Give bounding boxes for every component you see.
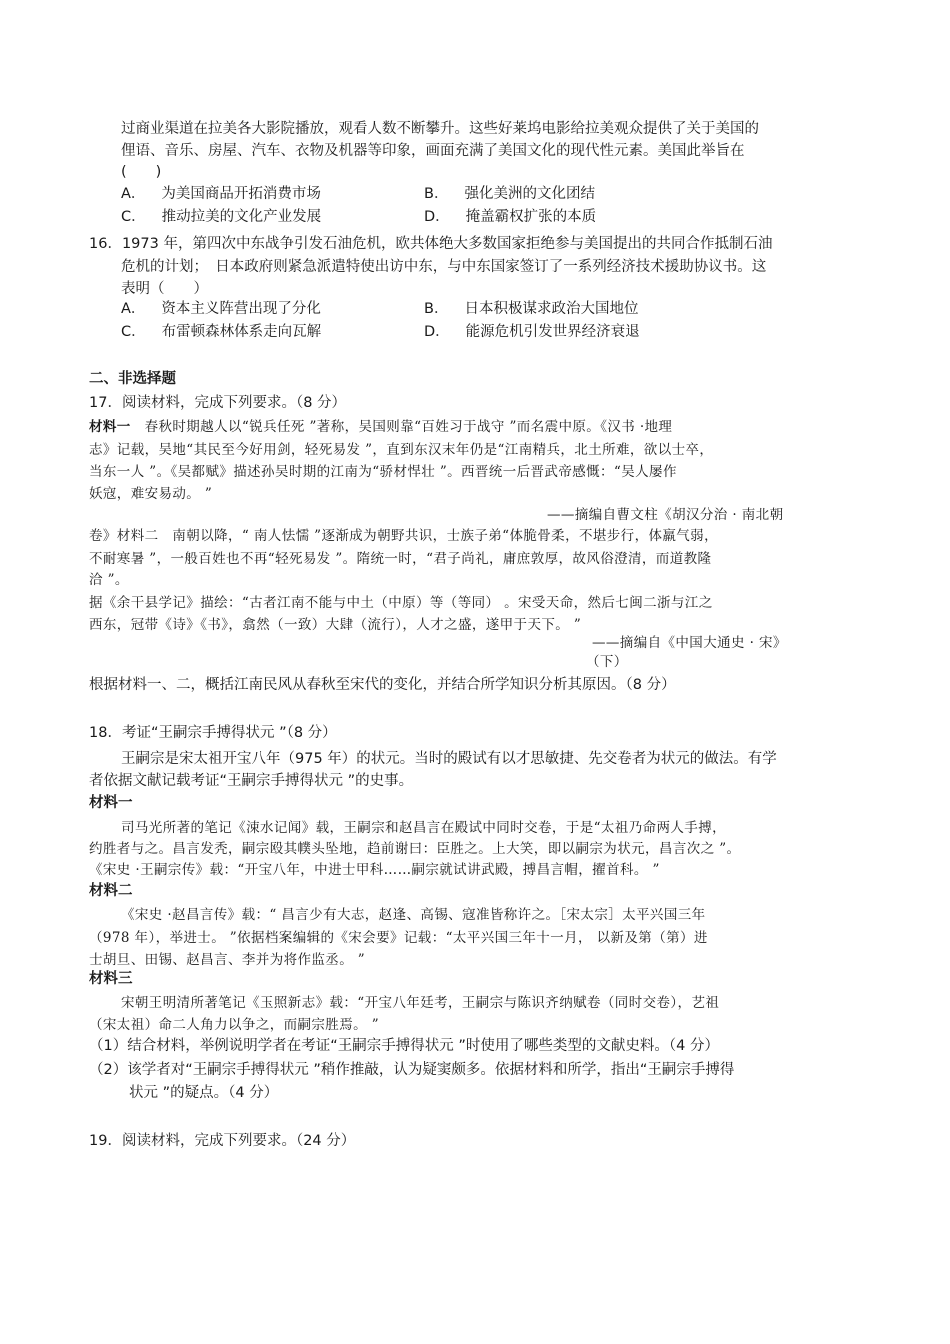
q15-option-d: D． 掩盖霸权扩张的本质 [424,209,597,225]
q17-question: 根据材料一、二，概括江南民风从春秋至宋代的变化，并结合所学知识分析其原因。（8 分） [89,677,676,693]
q18-material-1-label: 材料一 [89,795,133,811]
q16-line-1: 16．1973 年，第四次中东战争引发石油危机，欧共体绝大多数国家拒绝参与美国提出的共同合作抵制石油 [89,236,773,252]
q18-intro-line-1: 王嗣宗是宋太祖开宝八年（975 年）的状元。当时的殿试有以才思敏捷、先交卷者为状元的做法。有学 [121,751,777,767]
q18-subquestion-2-line-1: （2）该学者对“王嗣宗手搏得状元 ”稍作推敲，认为疑窦颇多。依据材料和所学，指出“王嗣宗手搏得 [89,1062,735,1078]
q18-material-1-line-3: 《宋史 ·王嗣宗传》载：“开宝八年，中进士甲科……嗣宗就试讲武殿，搏昌言帽，擢首科。 ” [89,862,660,878]
q17-stem: 17．阅读材料，完成下列要求。（8 分） [89,395,347,411]
section-title: 二、非选择题 [89,371,176,387]
q17-material-1-line-1: 材料一 春秋时期越人以“锐兵任死 ”著称，吴国则靠“百姓习于战守 ”而名震中原。《汉书 ·地理 [89,419,673,435]
q18-subquestion-2-line-2: 状元 ”的疑点。（4 分） [129,1085,279,1101]
q17-material-1-label: 材料一 [89,419,131,435]
q18-material-2-line-3: 士胡旦、田锡、赵昌言、李并为将作监丞。 ” [89,952,366,968]
q16-option-b: B． 日本积极谋求政治大国地位 [424,301,639,317]
q17-material-2-source-cont: （下） [586,654,628,670]
q15-line-1: 过商业渠道在拉美各大影院播放，观看人数不断攀升。这些好莱坞电影给拉美观众提供了关于美国的 [121,121,759,137]
q17-material-1-line-4: 妖寇，难安易动。 ” [89,486,213,502]
q17-material-2-line-2: 不耐寒暑 ”，一般百姓也不再“轻死易发 ”。隋统一时，“君子尚礼，庸庶敦厚，故风俗澄清，而道教隆 [89,551,712,567]
q16-option-d: D． 能源危机引发世界经济衰退 [424,324,640,340]
q15-line-2: 俚语、音乐、房屋、汽车、衣物及机器等印象，画面充满了美国文化的现代性元素。美国此举旨在 [121,143,745,159]
q17-material-2-line-3: 洽 ”。 [89,572,129,588]
q17-material-2-line-4: 据《余干县学记》描绘：“古者江南不能与中土（中原）等（等同） 。宋受天命，然后七闽二浙与江之 [89,595,713,611]
q15-option-a: A． 为美国商品开拓消费市场 [121,186,321,202]
q17-material-2-label: 卷》材料二 [89,528,159,544]
q17-material-2-line-1: 卷》材料二 南朝以降，“ 南人怯懦 ”逐渐成为朝野共识，士族子弟“体脆骨柔，不堪步行，体羸气弱， [89,528,718,544]
q16-option-a: A． 资本主义阵营出现了分化 [121,301,321,317]
q15-bracket: ( ) [121,164,162,180]
q16-line-3: 表明（ ） [121,281,208,297]
q18-material-3-line-1: 宋朝王明清所著笔记《玉照新志》载：“开宝八年廷考，王嗣宗与陈识齐纳赋卷（同时交卷），艺祖 [121,995,720,1011]
q16-line-2: 危机的计划； 日本政府则紧急派遣特使出访中东，与中东国家签订了一系列经济技术援助协议书。这 [121,259,767,275]
q18-intro-line-2: 者依据文献记载考证“王嗣宗手搏得状元 ”的史事。 [89,773,414,789]
q17-material-1-line-2: 志》记载，吴地“其民至今好用剑，轻死易发 ”，直到东汉末年仍是“江南精兵，北土所难，欲以士卒， [89,442,714,458]
q18-material-3-line-2: （宋太祖）命二人角力以争之，而嗣宗胜焉。 ” [89,1017,379,1033]
q17-material-2-source: ——摘编自《中国大通史 · 宋》 [592,635,787,651]
q18-material-2-line-2: （978 年），举进士。 ”依据档案编辑的《宋会要》记载：“太平兴国三年十一月， 以新及第（第）进 [89,930,708,946]
q17-material-1-line-3: 当东一人 ”。《吴都赋》描述孙吴时期的江南为“骄材悍壮 ”。西晋统一后晋武帝感慨：“吴人屡作 [89,464,677,480]
q17-material-1-source: ——摘编自曹文柱《胡汉分治 · 南北朝 [547,507,784,523]
q18-material-1-line-1: 司马光所著的笔记《涑水记闻》载，王嗣宗和赵昌言在殿试中同时交卷，于是“太祖乃命两人手搏， [121,820,726,836]
q18-material-3-label: 材料三 [89,971,133,987]
q17-material-2-line-5: 西东，冠带《诗》《书》，翕然（一致）大肆（流行），人才之盛，遂甲于天下。 ” [89,617,582,633]
q16-option-c: C． 布雷顿森林体系走向瓦解 [121,324,322,340]
q18-material-1-line-2: 约胜者与之。昌言发秃，嗣宗殴其幞头坠地，趋前谢曰：臣胜之。上大笑，即以嗣宗为状元，昌言次之 ”。 [89,841,741,857]
q18-stem: 18．考证“王嗣宗手搏得状元 ”（8 分） [89,725,337,741]
q15-option-b: B． 强化美洲的文化团结 [424,186,595,202]
q18-material-2-label: 材料二 [89,883,133,899]
q18-material-2-line-1: 《宋史 ·赵昌言传》载：“ 昌言少有大志，赵逢、高锡、寇准皆称许之。［宋太宗］太平兴国三年 [121,907,706,923]
q19-stem: 19．阅读材料，完成下列要求。（24 分） [89,1133,356,1149]
q15-option-c: C． 推动拉美的文化产业发展 [121,209,322,225]
q18-subquestion-1: （1）结合材料，举例说明学者在考证“王嗣宗手搏得状元 ”时使用了哪些类型的文献史料。（4 分） [89,1038,719,1054]
